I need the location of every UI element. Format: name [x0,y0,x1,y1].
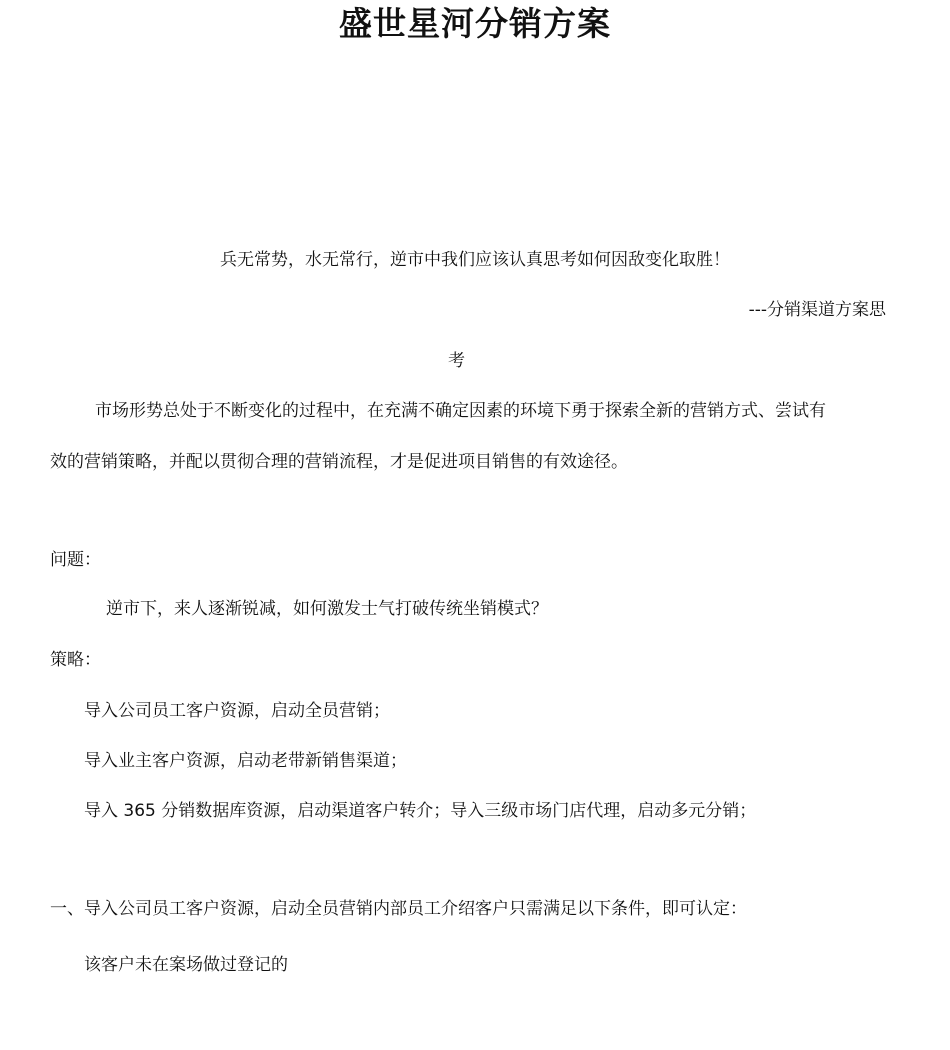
attribution-line-2: 考 [448,351,465,371]
attribution-line-1: ---分销渠道方案思 [748,300,886,320]
quote-text: 兵无常势，水无常行，逆市中我们应该认真思考如何因敌变化取胜！ [220,250,730,270]
document-title: 盛世星河分销方案 [339,4,611,43]
intro-line-2: 效的营销策略，并配以贯彻合理的营销流程，才是促进项目销售的有效途径。 [50,452,628,472]
problem-heading: 问题： [50,550,101,570]
strategy-item-1: 导入公司员工客户资源，启动全员营销； [84,701,390,721]
section-1-heading: 一、导入公司员工客户资源，启动全员营销内部员工介绍客户只需满足以下条件，即可认定： [50,899,747,919]
strategy-item-2: 导入业主客户资源，启动老带新销售渠道； [84,751,407,771]
intro-line-1: 市场形势总处于不断变化的过程中，在充满不确定因素的环境下勇于探索全新的营销方式、尝试有 [95,401,826,421]
strategy-heading: 策略： [50,650,101,670]
problem-text: 逆市下，来人逐渐锐减，如何激发士气打破传统坐销模式？ [106,599,548,619]
section-1-item-1: 该客户未在案场做过登记的 [84,955,288,975]
strategy-item-3: 导入 365 分销数据库资源，启动渠道客户转介；导入三级市场门店代理，启动多元分销； [84,801,757,821]
